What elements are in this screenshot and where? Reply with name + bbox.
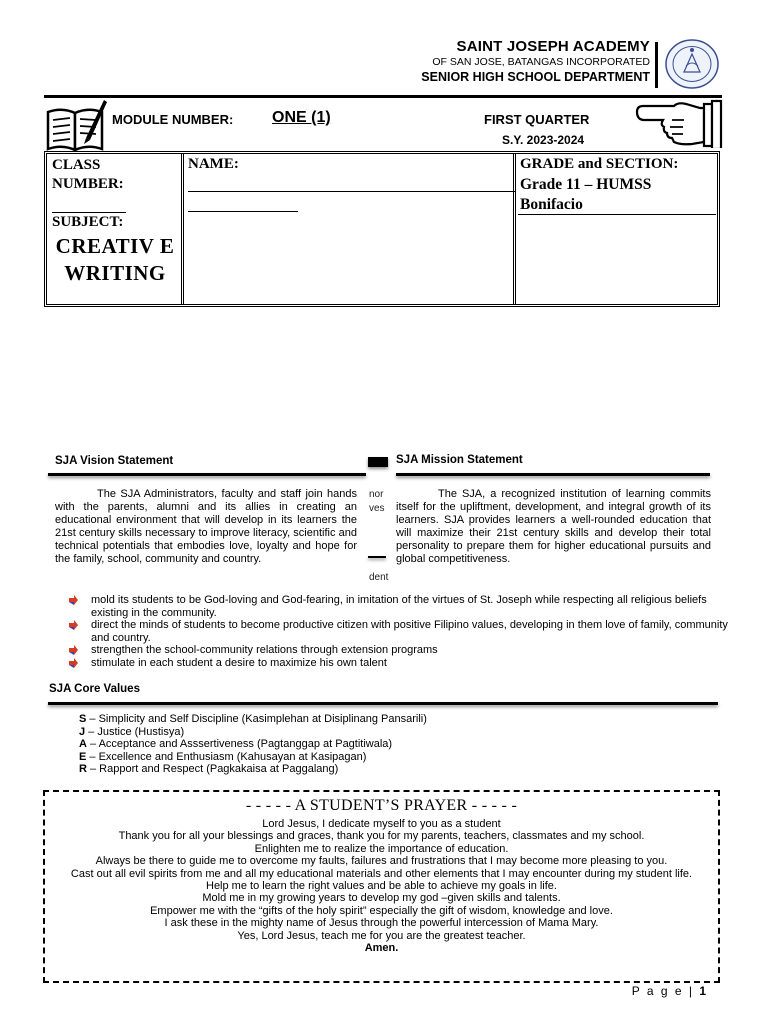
goal-text: direct the minds of students to become productive citizen with positive Filipino values, developing in them love of family, community and country. — [91, 619, 728, 644]
prayer-line: Lord Jesus, I dedicate myself to you as a student — [262, 818, 501, 830]
core-value-letter: J — [79, 725, 86, 738]
school-name: SAINT JOSEPH ACADEMY — [456, 38, 650, 55]
page-footer — [632, 984, 706, 998]
subject-label: SUBJECT: — [52, 214, 124, 230]
clipped-text-fragment: dent — [369, 572, 389, 583]
module-number-value: ONE (1) — [272, 109, 331, 126]
core-value-letter: A — [79, 738, 87, 751]
book-quill-icon — [44, 98, 108, 152]
list-item — [64, 657, 730, 670]
core-value-text: – Rapport and Respect (Pagkakaisa at Paggalang) — [86, 763, 339, 776]
page-number: 1 — [699, 984, 706, 998]
mission-heading: SJA Mission Statement — [396, 454, 523, 466]
bullet-arrow-icon — [68, 595, 78, 605]
grade-section-label: GRADE and SECTION: — [520, 156, 679, 172]
bullet-arrow-icon — [68, 645, 78, 655]
prayer-line: Empower me with the “gifts of the holy spirit” especially the gift of wisdom, knowledge and love. — [150, 904, 613, 917]
prayer-line: I ask these in the mighty name of Jesus through the powerful intercession of Mama Mary. — [164, 917, 599, 930]
core-value-text: – Excellence and Enthusiasm (Kahusayan at Kasipagan) — [86, 750, 367, 763]
student-info-table — [44, 151, 720, 307]
overlap-rule — [368, 556, 386, 558]
pointing-hand-icon — [634, 98, 724, 148]
name-field-continuation[interactable] — [188, 211, 298, 212]
goal-text: strengthen the school-community relations through extension programs — [91, 644, 438, 656]
vision-text — [55, 488, 357, 565]
goal-text: stimulate in each student a desire to maximize his own talent — [91, 656, 387, 669]
department-name: SENIOR HIGH SCHOOL DEPARTMENT — [421, 70, 650, 84]
list-item — [64, 644, 730, 657]
core-values-list — [79, 713, 427, 776]
school-header — [421, 38, 650, 84]
table-divider — [513, 154, 516, 304]
goals-list — [64, 594, 730, 669]
core-value-letter: S — [79, 713, 87, 725]
overlap-block — [368, 457, 388, 467]
class-number-field[interactable] — [52, 212, 126, 213]
list-item — [64, 594, 730, 619]
prayer-title: - - - - - A STUDENT’S PRAYER - - - - - — [245, 797, 518, 814]
school-seal-icon — [664, 38, 720, 90]
subject-value: CREATIV E WRITING — [55, 234, 175, 285]
core-values-rule — [48, 702, 718, 705]
table-divider — [181, 154, 184, 304]
quarter-label: FIRST QUARTER — [484, 112, 590, 127]
core-values-heading: SJA Core Values — [49, 683, 140, 695]
header-divider — [655, 42, 658, 88]
core-value-item — [79, 751, 427, 764]
header-line — [44, 95, 722, 98]
core-value-item — [79, 763, 427, 776]
core-value-text: – Justice (Hustisya) — [85, 725, 185, 738]
list-item — [64, 619, 730, 644]
prayer-line: Thank you for all your blessings and graces, thank you for my parents, teachers, classmates and my school. — [118, 830, 645, 843]
prayer-text — [45, 818, 718, 954]
core-value-item — [79, 726, 427, 739]
page-label: P a g e | — [631, 984, 694, 998]
prayer-line: Mold me in my growing years to develop my god –given skills and talents. — [202, 892, 561, 905]
clipped-text-fragment: ves — [369, 503, 385, 514]
mission-heading-rule — [396, 473, 710, 476]
core-value-letter: R — [79, 763, 87, 776]
bullet-arrow-icon — [68, 658, 78, 668]
bullet-arrow-icon — [68, 620, 78, 630]
prayer-line: Always be there to guide me to overcome my faults, failures and frustrations that I may become more pleasing to you. — [95, 855, 668, 868]
grade-section-value: Grade 11 – HUMSS Bonifacio — [520, 176, 652, 213]
name-label: NAME: — [188, 156, 239, 172]
mission-text — [396, 488, 711, 565]
grade-section-underline — [518, 214, 716, 215]
vision-text-body: The SJA Administrators, faculty and staff join hands with the parents, alumni and its allies in creating an educational environment that will develop in its learners the 21st century skills necessary to improve literacy, scientific and technical potentials that embodies love, loyalty and hope for the family, school, community and country. — [55, 488, 357, 565]
core-value-letter: E — [79, 750, 87, 763]
module-number-label: MODULE NUMBER: — [112, 112, 234, 127]
vision-heading-rule — [48, 473, 366, 476]
mission-text-body: The SJA, a recognized institution of learning commits itself for the upliftment, development, and integral growth of its learners. SJA provides learners a well-rounded education that will maximize their 21st century skills and develop their total personality to prepare them for higher educational pursuits and global competitiveness. — [396, 488, 711, 565]
clipped-text-fragment: nor — [369, 489, 384, 500]
vision-heading: SJA Vision Statement — [55, 455, 174, 467]
core-value-text: – Acceptance and Asssertiveness (Pagtanggap at Pagtitiwala) — [86, 738, 393, 751]
prayer-line: Cast out all evil spirits from me and all my educational materials and other elements that I may encounter during my student life. — [70, 867, 693, 880]
core-value-text: – Simplicity and Self Discipline (Kasimplehan at Disiplinang Pansarili) — [86, 713, 427, 725]
prayer-box — [43, 790, 720, 983]
class-number-label: CLASS NUMBER: — [52, 157, 124, 192]
school-subtitle: OF SAN JOSE, BATANGAS INCORPORATED — [432, 56, 650, 68]
prayer-line: Help me to learn the right values and be able to achieve my goals in life. — [206, 880, 557, 893]
prayer-line: Yes, Lord Jesus, teach me for you are the greatest teacher. — [237, 929, 526, 942]
core-value-item — [79, 738, 427, 751]
prayer-amen: Amen. — [364, 942, 399, 955]
name-field[interactable] — [188, 191, 516, 192]
goal-text: mold its students to be God-loving and God-fearing, in imitation of the virtues of St. Joseph while respecting all religious beliefs existing in the community. — [91, 594, 707, 619]
school-year: S.Y. 2023-2024 — [502, 133, 585, 147]
core-value-item — [79, 713, 427, 726]
prayer-line: Enlighten me to realize the importance of education. — [254, 842, 509, 855]
